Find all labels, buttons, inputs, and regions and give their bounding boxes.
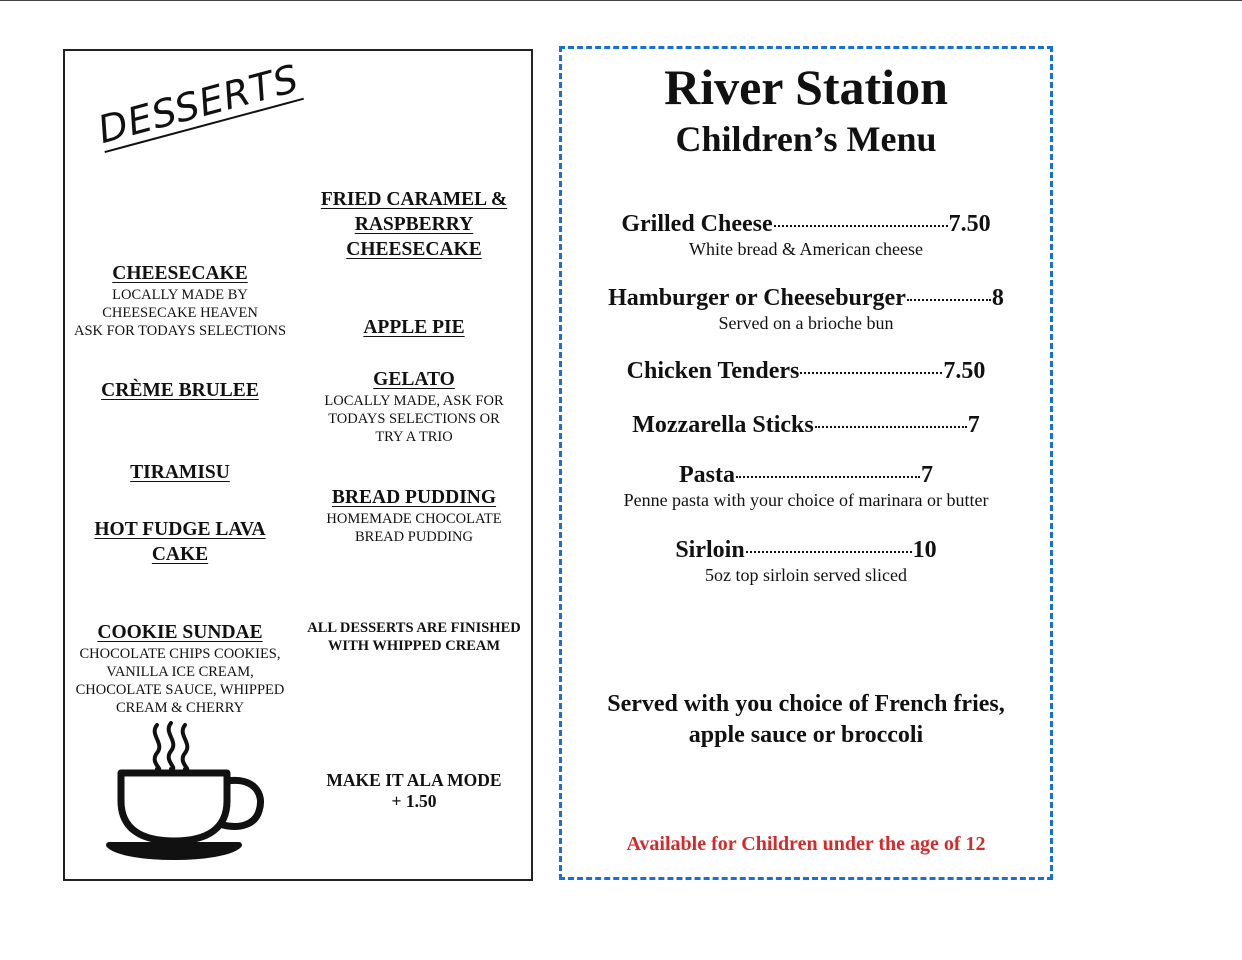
dessert-creme-brulee	[67, 378, 293, 403]
desserts-panel	[63, 49, 533, 881]
desserts-finish-note	[299, 619, 529, 655]
item-name: Pasta	[679, 462, 735, 488]
dot-leader	[774, 224, 948, 227]
sides-note	[562, 689, 1050, 751]
menu-item-chicken-tenders	[562, 357, 1050, 385]
dessert-desc: LOCALLY MADE, ASK FOR	[324, 393, 504, 409]
coffee-cup-icon	[105, 721, 265, 871]
note-line: WITH WHIPPED CREAM	[327, 638, 501, 654]
note-line: ALL DESSERTS ARE FINISHED	[307, 620, 521, 636]
item-price: 7.50	[943, 358, 986, 384]
dessert-name: CRÈME BRULEE	[101, 380, 259, 401]
item-desc: Penne pasta with your choice of marinara or butter	[623, 490, 989, 510]
dessert-name: FRIED CARAMEL &	[320, 189, 508, 210]
dessert-cookie-sundae	[67, 620, 293, 717]
item-price: 8	[991, 285, 1004, 311]
kids-menu-panel	[559, 46, 1053, 880]
dessert-fried-caramel-raspberry-cheesecake	[303, 187, 525, 262]
top-rule	[0, 0, 1242, 1]
item-price: 7	[967, 412, 980, 438]
dessert-name: CHEESECAKE	[112, 263, 248, 284]
item-price: 7	[921, 462, 933, 488]
dessert-desc: ASK FOR TODAYS SELECTIONS	[73, 323, 287, 339]
menu-subtitle: Children’s Menu	[675, 119, 937, 159]
menu-item-grilled-cheese	[562, 210, 1050, 260]
dessert-desc: VANILLA ICE CREAM,	[106, 664, 254, 680]
item-desc: 5oz top sirloin served sliced	[705, 565, 907, 585]
dessert-desc: CREAM & CHERRY	[115, 700, 245, 716]
dessert-desc: BREAD PUDDING	[354, 529, 474, 545]
dessert-desc: CHEESECAKE HEAVEN	[102, 305, 258, 321]
note-line: + 1.50	[391, 791, 437, 811]
age-restriction-note: Available for Children under the age of 12	[626, 833, 986, 855]
item-price: 7.50	[948, 211, 991, 237]
dessert-desc: TODAYS SELECTIONS OR	[328, 411, 500, 427]
desserts-title: DESSERTS	[93, 56, 304, 153]
dessert-name: RASPBERRY	[354, 214, 474, 235]
menu-item-mozzarella-sticks	[562, 411, 1050, 439]
dot-leader	[800, 371, 942, 374]
dessert-name: COOKIE SUNDAE	[97, 622, 263, 643]
note-line: MAKE IT ALA MODE	[326, 770, 502, 790]
sides-note-line: apple sauce or broccoli	[688, 722, 924, 748]
item-name: Grilled Cheese	[621, 211, 773, 237]
dessert-desc: TRY A TRIO	[375, 429, 453, 445]
dessert-name: TIRAMISU	[130, 462, 230, 483]
dot-leader	[907, 298, 991, 301]
dessert-name: CAKE	[151, 544, 209, 565]
dessert-name: BREAD PUDDING	[331, 487, 497, 508]
restaurant-title: River Station	[664, 59, 948, 115]
dessert-gelato	[303, 367, 525, 446]
dessert-name: GELATO	[373, 369, 455, 390]
item-desc: Served on a brioche bun	[718, 313, 894, 333]
dessert-desc: LOCALLY MADE BY	[112, 287, 248, 303]
dessert-apple-pie	[303, 315, 525, 340]
dessert-name: APPLE PIE	[363, 317, 465, 338]
dessert-hot-fudge-lava-cake	[67, 517, 293, 567]
item-name: Sirloin	[675, 537, 745, 563]
dessert-cheesecake	[67, 261, 293, 340]
dot-leader	[736, 475, 920, 478]
dot-leader	[815, 425, 967, 428]
dessert-desc: HOMEMADE CHOCOLATE	[326, 511, 502, 527]
dessert-desc: CHOCOLATE SAUCE, WHIPPED	[75, 682, 285, 698]
dessert-bread-pudding	[303, 485, 525, 546]
sides-note-line: Served with you choice of French fries,	[607, 691, 1005, 717]
item-name: Chicken Tenders	[626, 358, 800, 384]
item-desc: White bread & American cheese	[689, 239, 923, 259]
dessert-desc: CHOCOLATE CHIPS COOKIES,	[79, 646, 281, 662]
dessert-name: HOT FUDGE LAVA	[94, 519, 266, 540]
dessert-name: CHEESECAKE	[346, 239, 482, 260]
menu-item-pasta	[562, 461, 1050, 511]
menu-item-sirloin	[562, 536, 1050, 586]
item-name: Hamburger or Cheeseburger	[608, 285, 906, 311]
dot-leader	[746, 550, 912, 553]
dessert-tiramisu	[67, 460, 293, 485]
desserts-ala-mode	[299, 770, 529, 812]
menu-item-hamburger	[562, 284, 1050, 334]
item-name: Mozzarella Sticks	[632, 412, 814, 438]
item-price: 10	[912, 537, 937, 563]
